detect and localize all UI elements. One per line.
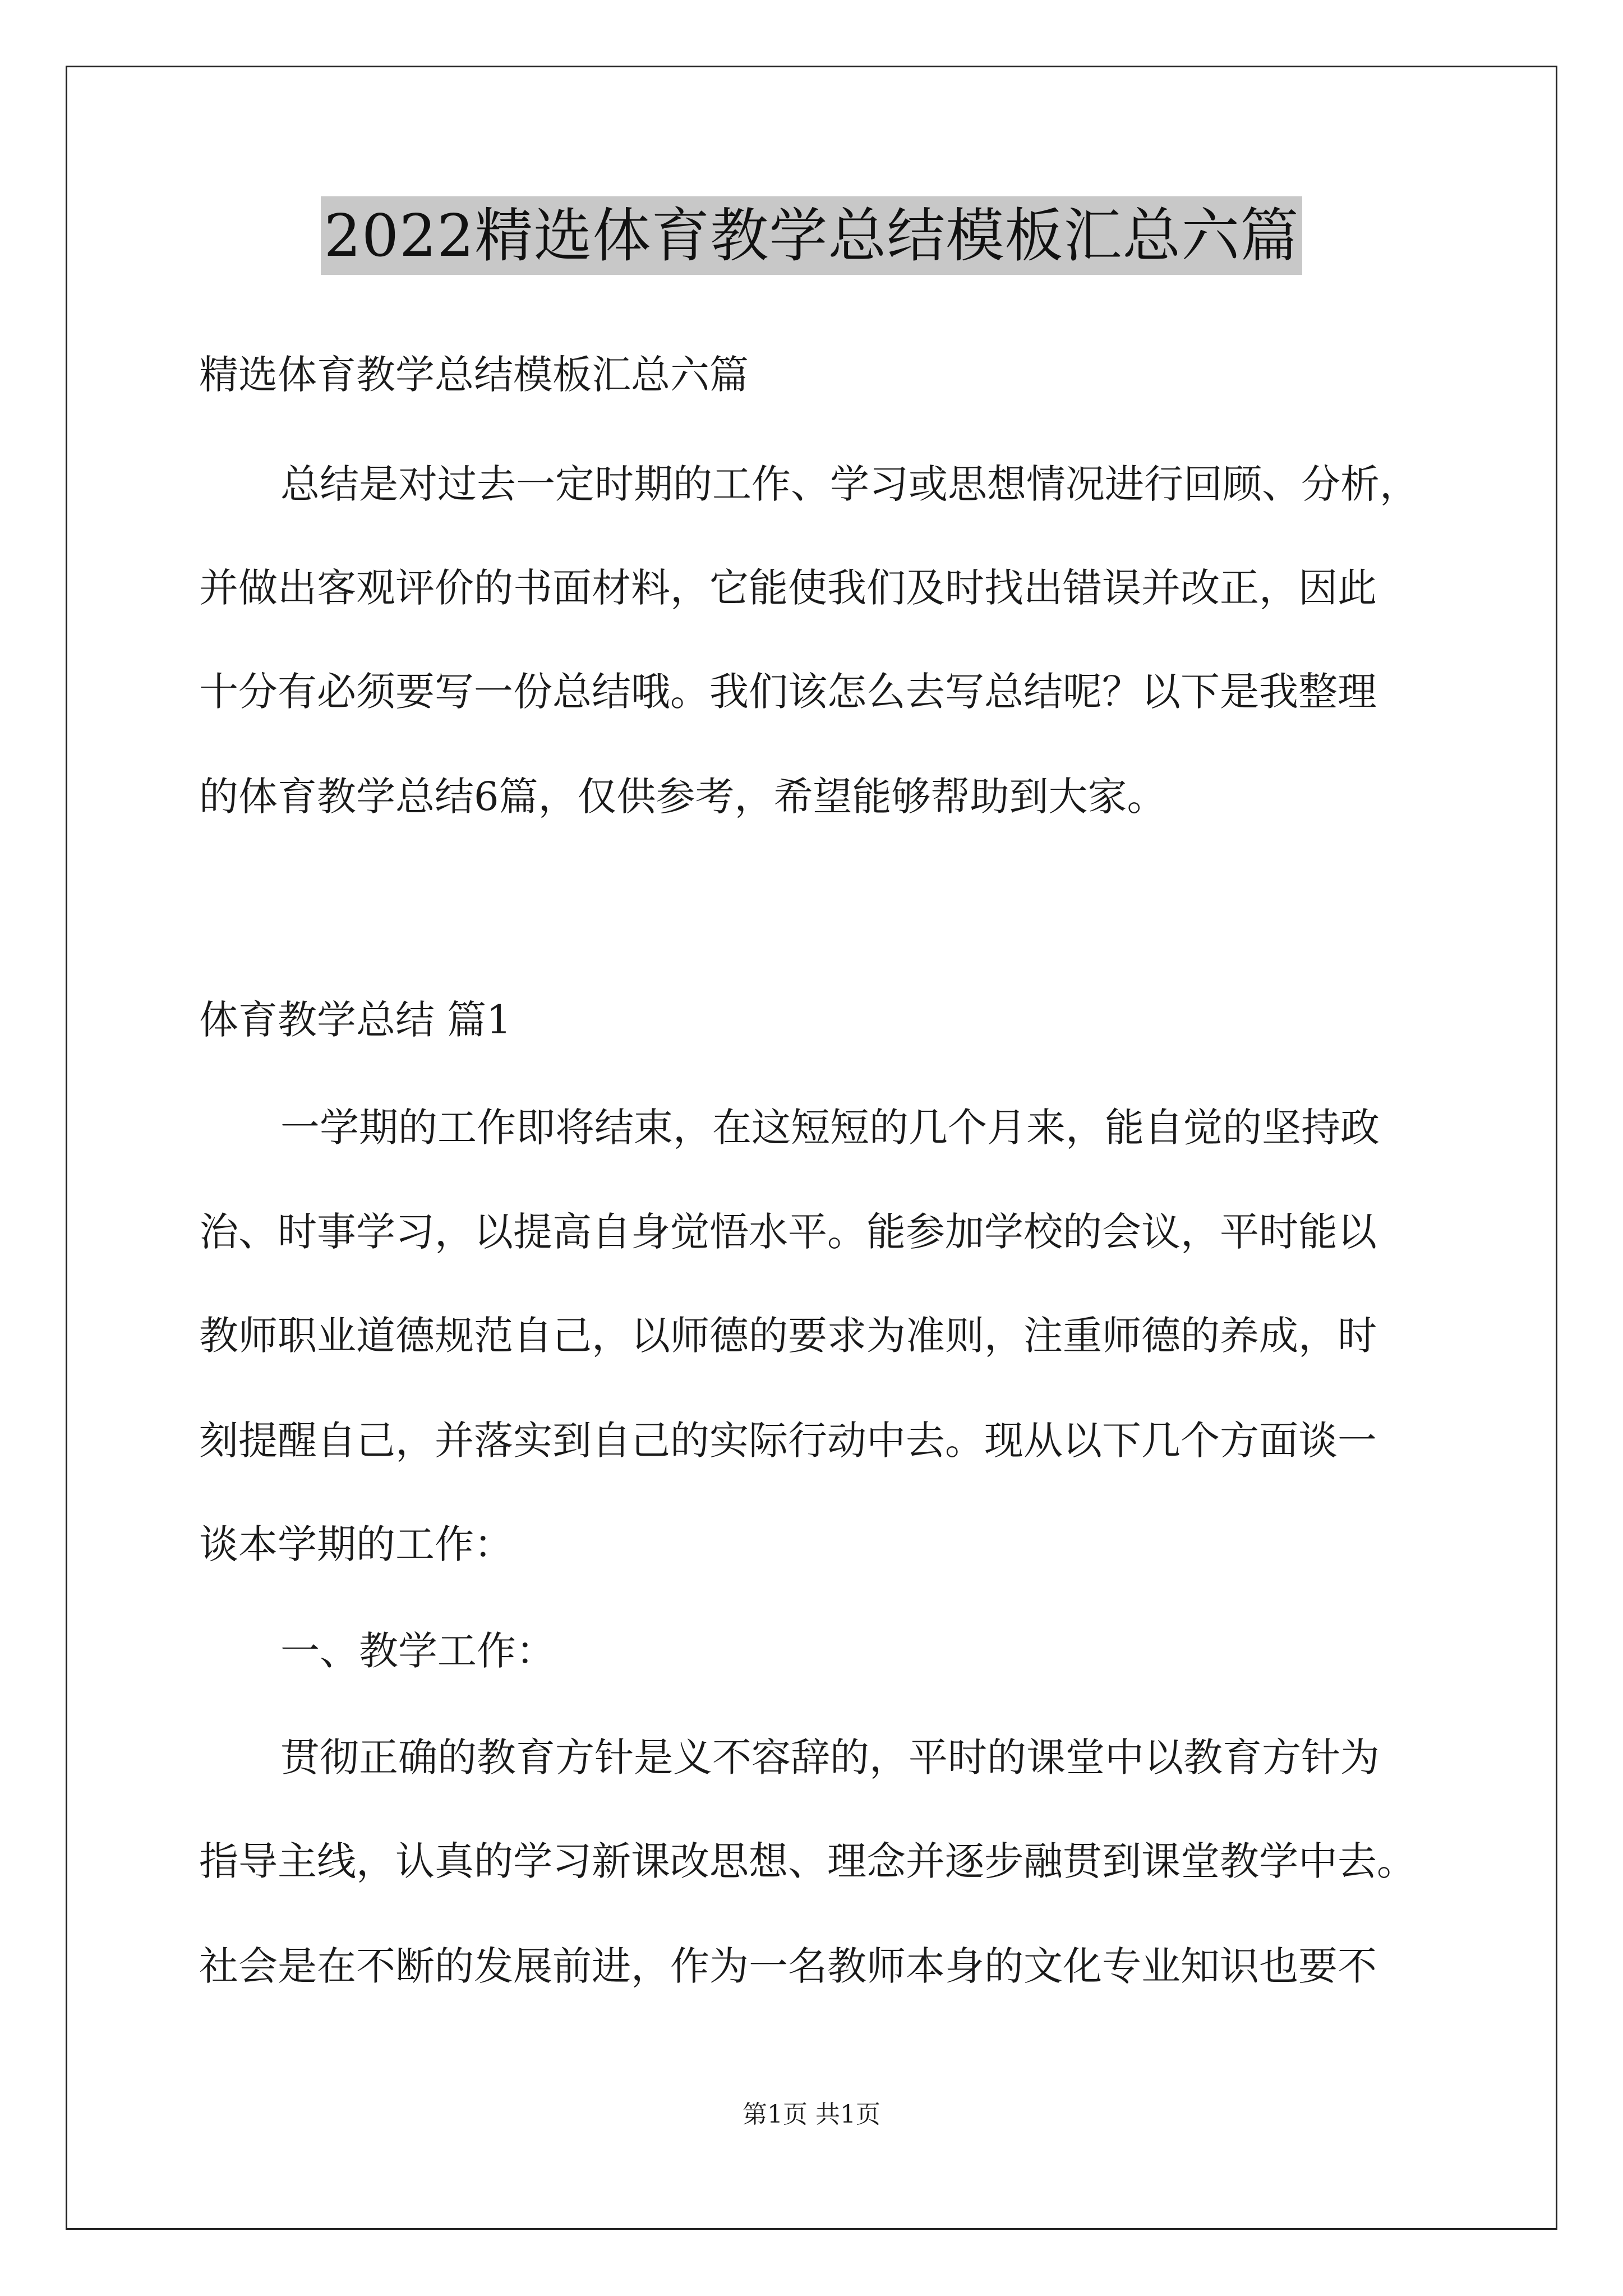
document-title: 2022精选体育教学总结模板汇总六篇 (321, 196, 1303, 275)
section-line-4: 刻提醒自己，并落实到自己的实际行动中去。现从以下几个方面谈一 (199, 1418, 1377, 1464)
intro-line-2: 并做出客观评价的书面材料，它能使我们及时找出错误并改正，因此 (199, 565, 1377, 611)
intro-line-4: 的体育教学总结6篇，仅供参考，希望能够帮助到大家。 (199, 774, 1166, 820)
teaching-line-1: 贯彻正确的教育方针是义不容辞的，平时的课堂中以教育方针为 (280, 1734, 1380, 1780)
section-line-5: 谈本学期的工作： (199, 1521, 513, 1567)
sub-heading: 一、教学工作： (280, 1628, 555, 1674)
section-heading: 体育教学总结 篇1 (199, 997, 511, 1043)
teaching-line-3: 社会是在不断的发展前进，作为一名教师本身的文化专业知识也要不 (199, 1943, 1377, 1989)
document-subtitle: 精选体育教学总结模板汇总六篇 (199, 352, 749, 398)
teaching-line-2: 指导主线，认真的学习新课改思想、理念并逐步融贯到课堂教学中去。 (199, 1838, 1416, 1884)
section-line-2: 治、时事学习，以提高自身觉悟水平。能参加学校的会议，平时能以 (199, 1209, 1377, 1255)
intro-line-3: 十分有必须要写一份总结哦。我们该怎么去写总结呢？以下是我整理 (199, 669, 1377, 715)
title-container (0, 196, 1623, 275)
intro-line-1: 总结是对过去一定时期的工作、学习或思想情况进行回顾、分析， (280, 461, 1419, 507)
section-line-3: 教师职业道德规范自己，以师德的要求为准则，注重师德的养成，时 (199, 1313, 1377, 1359)
page-footer: 第1页 共1页 (743, 2100, 880, 2129)
section-line-1: 一学期的工作即将结束，在这短短的几个月来，能自觉的坚持政 (280, 1105, 1380, 1151)
